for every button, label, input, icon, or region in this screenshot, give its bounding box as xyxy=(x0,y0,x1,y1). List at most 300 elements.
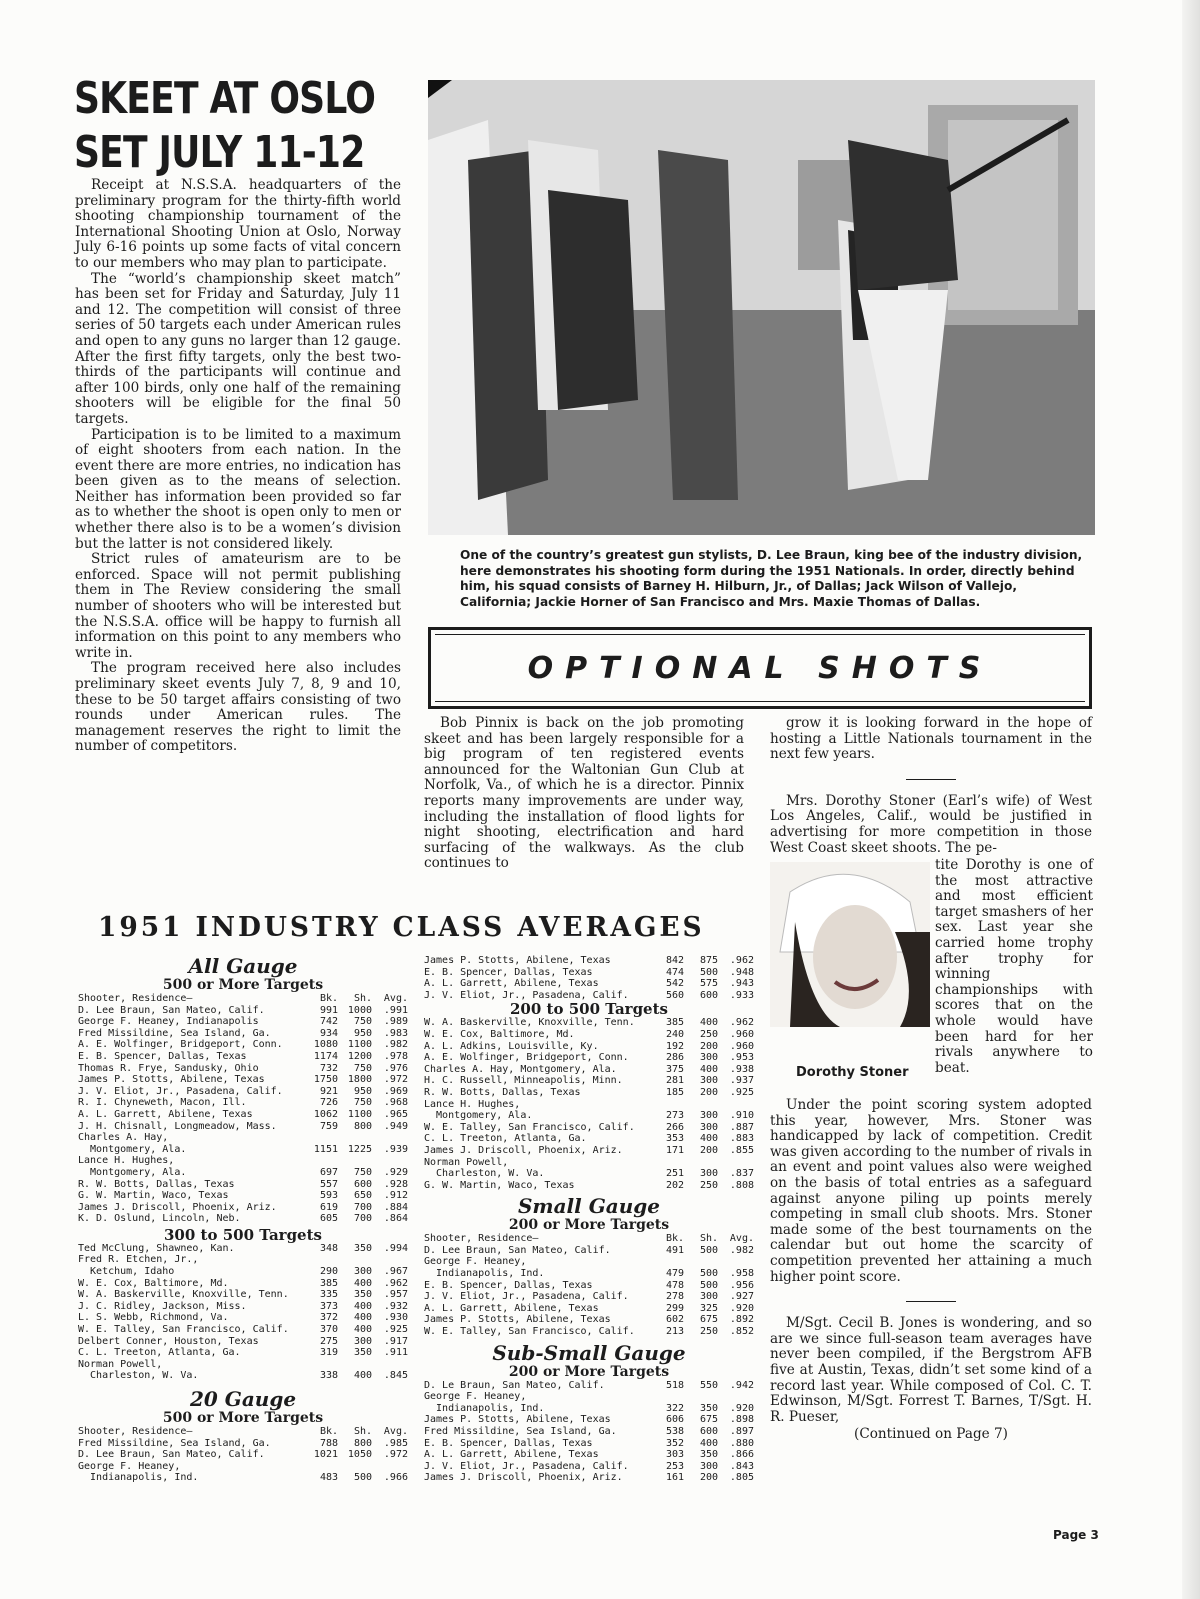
name-cell: J. H. Chisnall, Longmeadow, Mass. xyxy=(78,1120,277,1132)
avg-cell: .920 xyxy=(729,1302,754,1314)
name-cell: George F. Heaney, xyxy=(78,1460,181,1472)
subsection-title: 300 to 500 Targets xyxy=(164,1225,322,1244)
bk-cell: 1021 xyxy=(313,1449,338,1461)
bk-cell: 322 xyxy=(665,1402,684,1414)
bk-cell: 278 xyxy=(665,1291,684,1303)
header-name: Shooter, Residence— xyxy=(78,1426,193,1437)
bk-cell xyxy=(304,1359,338,1371)
avg-cell: .962 xyxy=(729,1017,754,1029)
bk-cell: 605 xyxy=(319,1213,338,1225)
avg-cell: .927 xyxy=(729,1291,754,1303)
portrait-label: Dorothy Stoner xyxy=(796,1065,909,1080)
bk-cell: 921 xyxy=(319,1085,338,1097)
sh-cell: 200 xyxy=(699,1040,718,1052)
name-cell: D. Lee Braun, San Mateo, Calif. xyxy=(78,1004,265,1016)
avg-cell: .932 xyxy=(383,1300,408,1312)
bk-cell: 266 xyxy=(665,1121,684,1133)
avg-cell xyxy=(718,1256,754,1268)
avg-cell: .855 xyxy=(729,1144,754,1156)
averages-column-2 xyxy=(424,955,754,1484)
bk-cell: 1062 xyxy=(313,1108,338,1120)
table-row xyxy=(424,955,754,967)
avg-cell xyxy=(718,1099,754,1111)
sh-cell: 300 xyxy=(353,1335,372,1347)
bk-cell xyxy=(304,1461,338,1473)
avg-cell: .972 xyxy=(383,1449,408,1461)
sh-cell: 400 xyxy=(353,1277,372,1289)
avg-cell: .808 xyxy=(729,1179,754,1191)
table-body xyxy=(424,1380,754,1484)
table-row xyxy=(424,1403,754,1415)
avg-cell: .925 xyxy=(383,1324,408,1336)
bk-cell xyxy=(304,1155,338,1167)
sh-cell: 675 xyxy=(699,1314,718,1326)
table-row xyxy=(78,1051,408,1063)
averages-title: 1951 INDUSTRY CLASS AVERAGES xyxy=(98,912,705,943)
bk-cell xyxy=(304,1254,338,1266)
table-row xyxy=(424,990,754,1002)
bk-cell: 251 xyxy=(665,1168,684,1180)
sh-cell: 300 xyxy=(699,1168,718,1180)
sh-cell: 600 xyxy=(699,1426,718,1437)
name-cell: A. L. Garrett, Abilene, Texas xyxy=(424,978,599,990)
subsection-title: 200 or More Targets xyxy=(508,1217,670,1234)
bk-cell: 593 xyxy=(319,1190,338,1202)
header-bk: Bk. xyxy=(319,1426,338,1437)
bk-cell xyxy=(650,1256,684,1268)
bk-cell: 991 xyxy=(319,1004,338,1016)
avg-cell: .983 xyxy=(383,1027,408,1039)
bk-cell: 275 xyxy=(319,1335,338,1347)
name-cell: James J. Driscoll, Phoenix, Ariz. xyxy=(424,1144,623,1156)
name-cell: W. E. Cox, Baltimore, Md. xyxy=(424,1028,575,1040)
sh-cell: 325 xyxy=(699,1302,718,1314)
name-cell: D. Le Braun, San Mateo, Calif. xyxy=(424,1379,605,1391)
name-cell: H. C. Russell, Minneapolis, Minn. xyxy=(424,1075,623,1087)
avg-cell: .898 xyxy=(729,1414,754,1426)
name-cell: W. E. Talley, San Francisco, Calif. xyxy=(424,1121,635,1133)
table-row xyxy=(78,1155,408,1167)
table-body xyxy=(424,1017,754,1191)
table-row xyxy=(424,1168,754,1180)
header-name: Shooter, Residence— xyxy=(424,1233,539,1245)
bk-cell: 518 xyxy=(665,1379,684,1391)
table-row xyxy=(424,1099,754,1111)
table-row xyxy=(424,1180,754,1192)
table-header xyxy=(424,1233,754,1245)
photo-caption: One of the country’s greatest gun stylists, D. Lee Braun, king bee of the industry division, here demonstrates his shooting form during the 1951 Nationals. In order, directly behind him, his squad consists of Barney H. Hilburn, Jr., of Dallas; Jack Wilson of Vallejo, California; Jackie Horner of San Francisco and Mrs. Maxie Thomas of Dallas. xyxy=(460,548,1083,609)
bk-cell xyxy=(650,1157,684,1169)
sh-cell: 800 xyxy=(353,1437,372,1449)
name-cell: Charles A. Hay, xyxy=(78,1132,169,1144)
bk-cell: 557 xyxy=(319,1178,338,1190)
table-row xyxy=(424,1029,754,1041)
table-row xyxy=(78,1438,408,1450)
sh-cell: 500 xyxy=(699,1279,718,1291)
table-row xyxy=(424,1017,754,1029)
table-row xyxy=(78,1266,408,1278)
table-row xyxy=(78,1461,408,1473)
article-paragraph: Strict rules of amateurism are to be enforced. Space will not permit publishing them in The Review considering the small number of shooters who will be interested but the N.S.S.A. office will be happy to furnish all information on this point to any members who write in. xyxy=(75,551,401,661)
avg-cell: .864 xyxy=(383,1213,408,1225)
table-row xyxy=(78,1086,408,1098)
sh-cell: 1000 xyxy=(347,1004,372,1016)
table-row xyxy=(78,1005,408,1017)
table-row xyxy=(78,1039,408,1051)
table-row xyxy=(78,1243,408,1255)
section-title-20-gauge: 20 Gauge xyxy=(189,1387,297,1411)
bk-cell: 1080 xyxy=(313,1039,338,1051)
sh-cell: 350 xyxy=(353,1289,372,1301)
name-cell: George F. Heaney, Indianapolis xyxy=(78,1016,259,1028)
name-cell: George F. Heaney, xyxy=(424,1256,527,1268)
sh-cell: 500 xyxy=(699,966,718,978)
sh-cell: 200 xyxy=(699,1472,718,1484)
bk-cell: 338 xyxy=(319,1370,338,1382)
name-cell: Delbert Conner, Houston, Texas xyxy=(78,1335,259,1347)
avg-cell: .929 xyxy=(383,1166,408,1178)
bk-cell: 478 xyxy=(665,1279,684,1291)
sh-cell: 300 xyxy=(353,1266,372,1278)
name-cell: Charles A. Hay, Montgomery, Ala. xyxy=(424,1063,617,1075)
table-body xyxy=(78,1438,408,1484)
table-row xyxy=(78,1370,408,1382)
sh-cell: 400 xyxy=(699,1133,718,1145)
table-row xyxy=(424,1122,754,1134)
sh-cell: 1100 xyxy=(347,1039,372,1051)
article-paragraph: The program received here also includes preliminary skeet events July 7, 8, 9 and 10, these to be 50 target affairs consisting of two rounds under American rules. The management reserves the right to limit the number of competitors. xyxy=(75,660,401,755)
sh-cell xyxy=(338,1254,372,1266)
table-row xyxy=(424,1052,754,1064)
bk-cell: 240 xyxy=(665,1028,684,1040)
avg-cell: .982 xyxy=(729,1244,754,1256)
avg-cell xyxy=(372,1254,408,1266)
avg-cell: .928 xyxy=(383,1178,408,1190)
photo-illustration xyxy=(428,80,1095,535)
header-name: Shooter, Residence— xyxy=(78,993,193,1004)
sh-cell: 750 xyxy=(353,1166,372,1178)
avg-cell: .953 xyxy=(729,1052,754,1064)
sh-cell: 400 xyxy=(353,1370,372,1382)
bk-cell: 202 xyxy=(665,1179,684,1191)
sh-cell: 300 xyxy=(699,1110,718,1122)
avg-cell: .911 xyxy=(383,1347,408,1359)
avg-cell: .960 xyxy=(729,1040,754,1052)
avg-cell: .956 xyxy=(729,1279,754,1291)
bk-cell: 273 xyxy=(665,1110,684,1122)
bk-cell: 1174 xyxy=(313,1050,338,1062)
name-cell: G. W. Martin, Waco, Texas xyxy=(78,1190,229,1202)
optional-shots-paragraph: tite Dorothy is one of the most attractive and most efficient target smashers of her sex. Last year she carried home trophy after trophy for winning championships with scores that on the whole would have been hard for her rivals anywhere to beat. xyxy=(935,857,1093,1076)
avg-cell xyxy=(372,1461,408,1473)
sh-cell: 500 xyxy=(353,1472,372,1484)
sh-cell: 800 xyxy=(353,1120,372,1132)
section-title-all-gauge: All Gauge xyxy=(188,954,298,978)
name-cell: D. Lee Braun, San Mateo, Calif. xyxy=(424,1244,611,1256)
sh-cell xyxy=(684,1256,718,1268)
headline-line-2: SET JULY 11-12 xyxy=(74,127,365,178)
bk-cell: 1750 xyxy=(313,1074,338,1086)
bk-cell: 619 xyxy=(319,1201,338,1213)
skeet-shooting-photo xyxy=(428,80,1095,535)
header-bk: Bk. xyxy=(665,1233,684,1245)
divider xyxy=(906,779,956,780)
table-row xyxy=(424,978,754,990)
sh-cell: 300 xyxy=(699,1075,718,1087)
avg-cell: .962 xyxy=(383,1277,408,1289)
section-title-small-gauge: Small Gauge xyxy=(517,1194,660,1219)
article-paragraph: The “world’s championship skeet match” has been set for Friday and Saturday, July 11 and 12. The competition will consist of three series of 50 targets each under American rules and open to any guns no larger than 12 gauge. After the first fifty targets, only the best two-thirds of the participants will continue and after 100 birds, only one half of the remaining shooters will be eligible for the final 50 targets. xyxy=(75,270,401,427)
table-row xyxy=(424,1075,754,1087)
avg-cell: .978 xyxy=(383,1050,408,1062)
bk-cell: 253 xyxy=(665,1460,684,1472)
table-row xyxy=(78,1109,408,1121)
table-row xyxy=(424,1256,754,1268)
sh-cell: 350 xyxy=(699,1402,718,1414)
avg-cell: .897 xyxy=(729,1426,754,1437)
sh-cell: 400 xyxy=(699,1017,718,1029)
table-row xyxy=(78,1063,408,1075)
table-row xyxy=(78,1097,408,1109)
bk-cell: 171 xyxy=(665,1144,684,1156)
sh-cell: 350 xyxy=(699,1449,718,1461)
table-row xyxy=(78,1289,408,1301)
table-header xyxy=(78,1426,408,1438)
name-cell: W. A. Baskerville, Knoxville, Tenn. xyxy=(424,1017,635,1029)
sh-cell: 200 xyxy=(699,1086,718,1098)
bk-cell xyxy=(304,1132,338,1144)
table-row xyxy=(78,1074,408,1086)
avg-cell: .883 xyxy=(729,1133,754,1145)
name-cell: A. L. Garrett, Abilene, Texas xyxy=(424,1302,599,1314)
bk-cell: 299 xyxy=(665,1302,684,1314)
continued-note: (Continued on Page 7) xyxy=(854,1426,1008,1443)
table-row xyxy=(424,1326,754,1338)
avg-cell: .925 xyxy=(729,1086,754,1098)
avg-cell: .994 xyxy=(383,1242,408,1254)
table-row xyxy=(78,1213,408,1225)
bk-cell: 353 xyxy=(665,1133,684,1145)
bk-cell: 372 xyxy=(319,1312,338,1324)
avg-cell: .982 xyxy=(383,1039,408,1051)
subsection-title: 200 to 500 Targets xyxy=(510,1000,668,1019)
name-cell: Ted McClung, Shawneo, Kan. xyxy=(78,1242,235,1254)
table-row xyxy=(424,1268,754,1280)
bk-cell: 788 xyxy=(319,1437,338,1449)
name-cell: James P. Stotts, Abilene, Texas xyxy=(424,955,611,966)
table-row xyxy=(78,1202,408,1214)
table-row xyxy=(424,1280,754,1292)
optional-shots-paragraph: M/Sgt. Cecil B. Jones is wondering, and so are we since full-season team averages have never been compiled, if the Bergstrom AFB five at Austin, Texas, didn’t set some kind of a record last year. While composed of Col. C. T. Edwinson, M/Sgt. Forrest T. Barnes, T/Sgt. H. R. Pueser, xyxy=(770,1315,1092,1425)
avg-cell xyxy=(372,1155,408,1167)
sh-cell: 400 xyxy=(699,1437,718,1449)
sh-cell: 1100 xyxy=(347,1108,372,1120)
avg-cell: .937 xyxy=(729,1075,754,1087)
avg-cell: .968 xyxy=(383,1097,408,1109)
avg-cell: .942 xyxy=(729,1379,754,1391)
banner-frame xyxy=(435,634,1085,702)
table-row xyxy=(424,1391,754,1403)
avg-cell: .866 xyxy=(729,1449,754,1461)
bk-cell: 370 xyxy=(319,1324,338,1336)
name-cell: Thomas R. Frye, Sandusky, Ohio xyxy=(78,1062,259,1074)
avg-cell: .845 xyxy=(383,1370,408,1382)
name-cell: A. E. Wolfinger, Bridgeport, Conn. xyxy=(424,1052,629,1064)
table-row xyxy=(78,1144,408,1156)
table-row xyxy=(78,1016,408,1028)
bk-cell: 542 xyxy=(665,978,684,990)
name-cell: Charleston, W. Va. xyxy=(424,1168,545,1180)
avg-cell: .884 xyxy=(383,1201,408,1213)
avg-cell: .887 xyxy=(729,1121,754,1133)
name-cell: Charleston, W. Va. xyxy=(78,1370,199,1382)
table-row xyxy=(424,1414,754,1426)
name-cell: Ketchum, Idaho xyxy=(78,1266,175,1278)
table-row xyxy=(78,1472,408,1484)
avg-cell: .957 xyxy=(383,1289,408,1301)
bk-cell: 697 xyxy=(319,1166,338,1178)
avg-cell: .843 xyxy=(729,1460,754,1472)
portrait-illustration xyxy=(770,862,930,1027)
optional-shots-paragraph: Under the point scoring system adopted this year, however, Mrs. Stoner was handicapped by lack of competition. Credit was given according to the number of rivals in an event and point values also were weighed on the basis of total entries as a safeguard against anyone piling up points merely competing in small club shoots. Mrs. Stoner made some of the best tournaments on the calendar but out home the scarcity of competition prevented her attaining a much higher point score. xyxy=(770,1097,1092,1285)
avg-cell: .920 xyxy=(729,1402,754,1414)
avg-cell: .880 xyxy=(729,1437,754,1449)
bk-cell: 934 xyxy=(319,1027,338,1039)
article-paragraph: Participation is to be limited to a maximum of eight shooters from each nation. In the event there are more entries, no indication has been given as to the means of selection. Neither has information been provided so far as to whether the shoot is open only to men or whether there also is to be a women’s division but the latter is not considered likely. xyxy=(75,426,401,552)
sh-cell: 400 xyxy=(353,1300,372,1312)
sh-cell: 675 xyxy=(699,1414,718,1426)
sh-cell: 300 xyxy=(699,1052,718,1064)
sh-cell: 200 xyxy=(699,1144,718,1156)
sh-cell: 550 xyxy=(699,1379,718,1391)
name-cell: James P. Stotts, Abilene, Texas xyxy=(424,1414,611,1426)
sh-cell: 575 xyxy=(699,978,718,990)
table-row xyxy=(78,1132,408,1144)
table-row xyxy=(424,1314,754,1326)
bk-cell: 375 xyxy=(665,1063,684,1075)
name-cell: Lance H. Hughes, xyxy=(424,1098,521,1110)
name-cell: J. V. Eliot, Jr., Pasadena, Calif. xyxy=(424,1291,629,1303)
sh-cell: 300 xyxy=(699,1291,718,1303)
sh-cell: 350 xyxy=(353,1242,372,1254)
section-title-sub-small-gauge: Sub-Small Gauge xyxy=(492,1340,686,1365)
avg-cell: .933 xyxy=(729,989,754,1001)
avg-cell: .958 xyxy=(729,1268,754,1280)
name-cell: J. V. Eliot, Jr., Pasadena, Calif. xyxy=(424,1460,629,1472)
name-cell: Indianapolis, Ind. xyxy=(424,1268,545,1280)
avg-cell xyxy=(718,1157,754,1169)
avg-cell: .985 xyxy=(383,1437,408,1449)
table-row xyxy=(424,1438,754,1450)
bk-cell: 606 xyxy=(665,1414,684,1426)
avg-cell: .837 xyxy=(729,1168,754,1180)
table-row xyxy=(78,1190,408,1202)
article-body xyxy=(75,178,401,755)
bk-cell: 726 xyxy=(319,1097,338,1109)
avg-cell: .930 xyxy=(383,1312,408,1324)
name-cell: James J. Driscoll, Phoenix, Ariz. xyxy=(78,1201,277,1213)
page-number: Page 3 xyxy=(1053,1528,1099,1542)
table-row xyxy=(78,1347,408,1359)
name-cell: Fred Missildine, Sea Island, Ga. xyxy=(424,1426,617,1437)
bk-cell: 352 xyxy=(665,1437,684,1449)
header-avg: Avg. xyxy=(729,1233,754,1245)
name-cell: L. S. Webb, Richmond, Va. xyxy=(78,1312,229,1324)
bk-cell: 335 xyxy=(319,1289,338,1301)
table-row xyxy=(424,1303,754,1315)
name-cell: Fred Missildine, Sea Island, Ga. xyxy=(78,1437,271,1449)
header-bk: Bk. xyxy=(319,993,338,1004)
optional-shots-column-2-lower xyxy=(770,1098,1092,1443)
sh-cell: 950 xyxy=(353,1027,372,1039)
table-row xyxy=(78,1324,408,1336)
name-cell: James P. Stotts, Abilene, Texas xyxy=(78,1074,265,1086)
table-body xyxy=(78,1243,408,1382)
sh-cell: 300 xyxy=(699,1121,718,1133)
optional-shots-paragraph: Bob Pinnix is back on the job promoting skeet and has been largely responsible for a big program of ten registered events announced for the Waltonian Gun Club at Norfolk, Va., of which he is a director. Pinnix reports many improvements are under way, including the installation of flood lights for night shooting, electrification and hard surfacing of the walkways. As the club continues to xyxy=(424,715,744,872)
table-row xyxy=(424,1041,754,1053)
avg-cell: .962 xyxy=(729,955,754,966)
avg-cell: .910 xyxy=(729,1110,754,1122)
name-cell: E. B. Spencer, Dallas, Texas xyxy=(78,1050,247,1062)
optional-shots-column-1 xyxy=(424,716,744,872)
optional-shots-banner xyxy=(428,627,1092,709)
sh-cell: 600 xyxy=(699,989,718,1001)
table-row xyxy=(424,1461,754,1473)
name-cell: J. C. Ridley, Jackson, Miss. xyxy=(78,1300,247,1312)
table-body xyxy=(424,955,754,1001)
table-row xyxy=(78,1312,408,1324)
avg-cell: .976 xyxy=(383,1062,408,1074)
name-cell: E. B. Spencer, Dallas, Texas xyxy=(424,966,593,978)
bk-cell: 1151 xyxy=(313,1143,338,1155)
bk-cell: 319 xyxy=(319,1347,338,1359)
name-cell: E. B. Spencer, Dallas, Texas xyxy=(424,1437,593,1449)
sh-cell xyxy=(338,1359,372,1371)
bk-cell: 474 xyxy=(665,966,684,978)
sh-cell: 950 xyxy=(353,1085,372,1097)
name-cell: Montgomery, Ala. xyxy=(424,1110,533,1122)
avg-cell xyxy=(372,1359,408,1371)
sh-cell: 700 xyxy=(353,1201,372,1213)
table-row xyxy=(78,1167,408,1179)
name-cell: E. B. Spencer, Dallas, Texas xyxy=(424,1279,593,1291)
bk-cell: 538 xyxy=(665,1426,684,1437)
avg-cell: .939 xyxy=(383,1143,408,1155)
table-row xyxy=(78,1121,408,1133)
header-sh: Sh. xyxy=(353,993,372,1004)
sh-cell xyxy=(338,1132,372,1144)
averages-column-1 xyxy=(78,955,408,1484)
article-headline xyxy=(74,72,376,180)
subsection-title: 500 or More Targets xyxy=(162,977,324,993)
table-row xyxy=(78,1028,408,1040)
table-row xyxy=(424,1145,754,1157)
name-cell: R. W. Botts, Dallas, Texas xyxy=(78,1178,235,1190)
optional-shots-column-2 xyxy=(770,716,1092,856)
name-cell: W. E. Cox, Baltimore, Md. xyxy=(78,1277,229,1289)
table-row xyxy=(424,967,754,979)
avg-cell: .892 xyxy=(729,1314,754,1326)
name-cell: Montgomery, Ala. xyxy=(78,1166,187,1178)
name-cell: A. L. Garrett, Abilene, Texas xyxy=(78,1108,253,1120)
name-cell: Fred Missildine, Sea Island, Ga. xyxy=(78,1027,271,1039)
sh-cell: 750 xyxy=(353,1097,372,1109)
table-row xyxy=(424,1110,754,1122)
name-cell: K. D. Oslund, Lincoln, Neb. xyxy=(78,1213,241,1225)
table-row xyxy=(424,1449,754,1461)
sh-cell: 1200 xyxy=(347,1050,372,1062)
